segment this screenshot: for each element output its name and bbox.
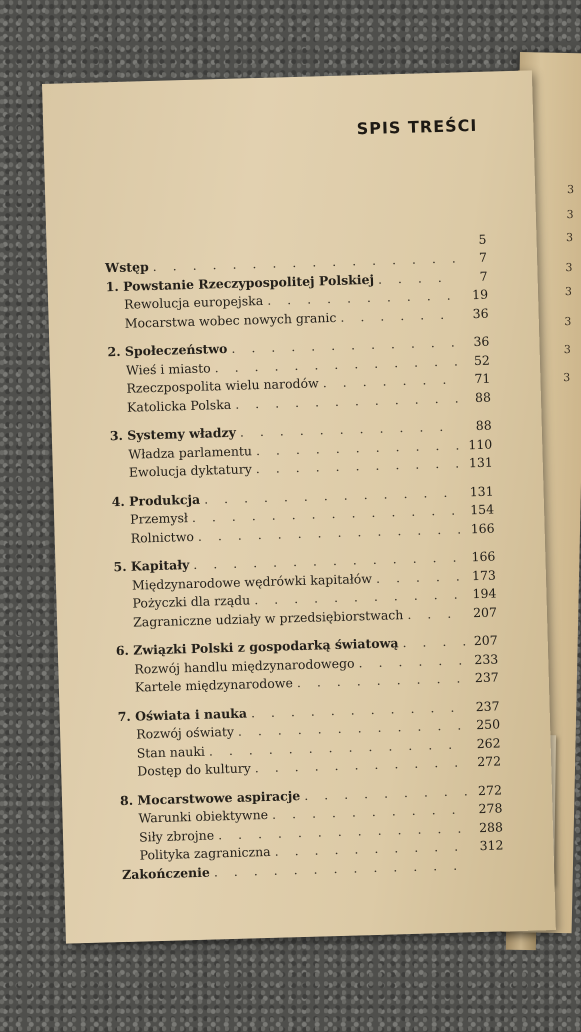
toc-page-number: 88 [475,417,492,434]
toc-page-number: 278 [478,800,503,817]
facing-page-fragment: 3 [565,261,573,275]
toc-page-number: 36 [472,305,489,321]
toc-page-number: 7 [478,249,488,265]
toc-entry-label: 6. Związki Polski z gospodarką światową [115,635,399,659]
facing-page-fragment: 3 [564,284,573,299]
toc-page-number [476,868,504,869]
table-of-contents [104,232,504,885]
toc-page-number: 288 [478,818,504,835]
toc-entry-label: 8. Mocarstwowe aspiracje [119,787,301,808]
toc-page-number: 207 [472,604,498,620]
toc-entry-label: Katolicka Polska [126,396,232,415]
toc-leader-dots [251,699,468,720]
toc-entry-label: 2. Społeczeństwo [107,340,228,360]
toc-leader-dots [322,371,458,390]
toc-page-number: 52 [473,352,491,368]
toc-page-number: 173 [471,567,497,583]
facing-page-fragment: 3 [566,183,575,197]
toc-entry-label: 3. Systemy władzy [109,424,237,444]
toc-page-number: 272 [477,781,503,798]
toc-page-number: 88 [474,389,492,405]
toc-page-number: 71 [474,370,491,387]
toc-entry-label: 7. Oświata i nauka [117,705,248,724]
toc-page-number: 36 [473,333,490,350]
toc-entry-label: Dostęp do kultury [137,760,251,779]
toc-page-number: 312 [479,837,504,854]
toc-leader-dots [304,783,470,803]
toc-entry-label: Rozwój handlu międzynarodowego [134,655,355,677]
toc-entry-label: Międzynarodowe wędrówki kapitałów [131,570,373,593]
toc-entry-label: 4. Produkcja [111,491,201,509]
toc-leader-dots [358,652,466,670]
facing-page-fragment: 3 [565,231,574,245]
toc-entry-label: Kartele międzynarodowe [134,675,294,695]
toc-entry-label: Mocarstwa wobec nowych granic [124,309,337,331]
toc-entry-label: Polityka zagraniczna [139,843,271,863]
toc-entry-label: 5. Kapitały [113,557,190,575]
toc-page-number: 131 [468,454,493,471]
toc-entry-label: Warunki obiektywne [138,806,269,826]
toc-leader-dots [340,306,457,324]
toc-page-number: 110 [468,436,493,452]
book-page [42,70,556,943]
toc-page-number: 166 [471,548,496,565]
toc-entry-label: Ewolucja dyktatury [128,461,252,480]
toc-leader-dots [231,335,457,356]
toc-entry-label: Władza parlamentu [128,442,253,462]
toc-leader-dots [376,568,464,585]
toc-page-number: 207 [473,632,498,649]
facing-page-fragment: 3 [563,342,571,357]
toc-page-number: 166 [470,520,495,536]
toc-page-number: 7 [479,268,488,284]
toc-entry-label: Wieś i miasto [125,359,211,378]
toc-entry-label: Rolnictwo [130,528,195,546]
toc-page-number: 131 [469,483,494,499]
toc-page-number: 250 [475,716,501,733]
toc-page-number: 194 [472,585,497,602]
toc-leader-dots [378,269,456,286]
toc-leader-dots [402,633,466,650]
toc-entry-label: 1. Powstanie Rzeczypospolitej Polskiej [105,271,375,294]
toc-entry-label: Rewolucja europejska [123,292,264,312]
toc-entry-label: Zagraniczne udziały w przedsiębiorstwach [132,606,404,630]
toc-entry-label: Rozwój oświaty [135,723,235,742]
toc-entry-label: Przemysł [129,510,189,527]
toc-page-number: 233 [474,650,499,667]
facing-page-fragment: 3 [563,370,571,385]
toc-entry-label: Zakończenie [121,864,211,882]
page-title: SPIS TREŚCI [356,115,478,139]
facing-page-fragment: 3 [566,208,574,222]
toc-leader-dots [240,418,460,439]
toc-leader-dots [407,605,465,622]
toc-page-number: 154 [469,501,495,518]
facing-page-fragment: 3 [564,314,572,329]
toc-page-number: 237 [474,669,499,686]
toc-page-number: 237 [475,697,500,714]
toc-entry-label: Rzeczpospolita wielu narodów [126,375,319,396]
toc-entry-label: Pożyczki dla rządu [132,592,251,611]
toc-page-number: 262 [476,734,501,751]
toc-entry-label: Wstęp [104,259,149,276]
toc-page-number: 5 [478,231,487,247]
toc-page-number: 19 [471,286,489,303]
toc-entry-label: Stan nauki [136,743,206,761]
toc-page-number: 272 [477,753,502,770]
toc-entry-label: Siły zbrojne [138,826,215,845]
